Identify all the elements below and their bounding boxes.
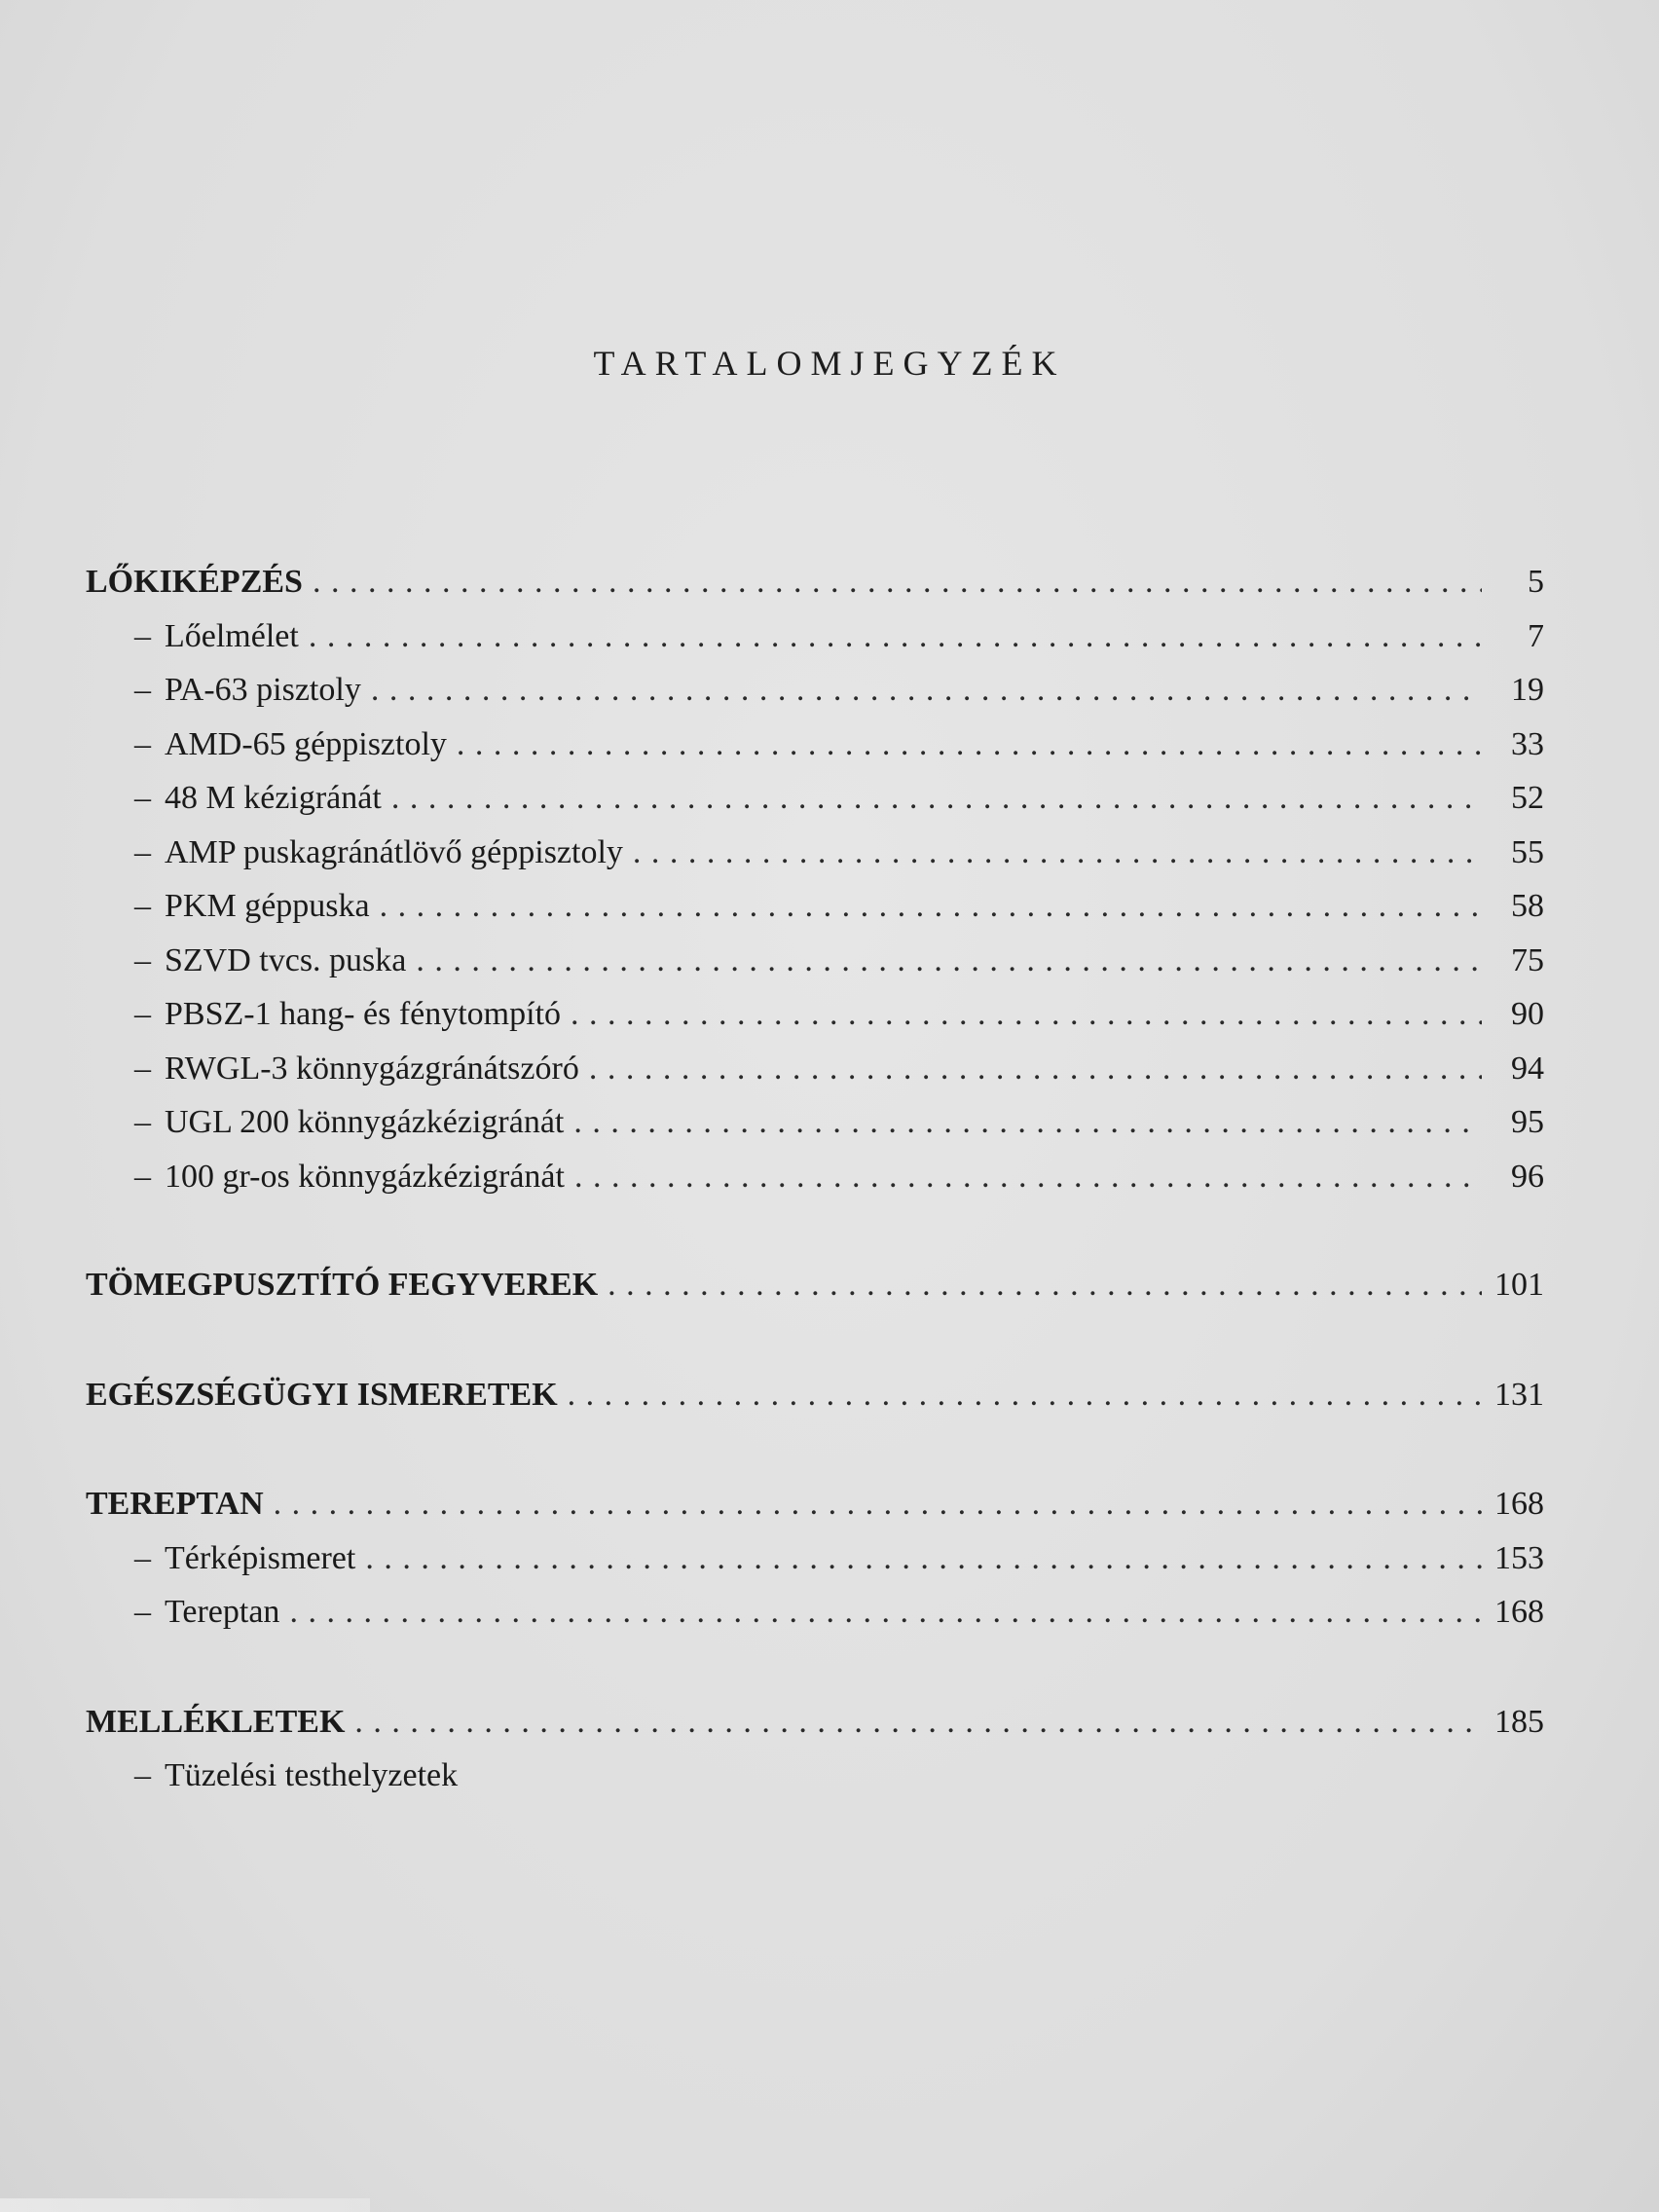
toc-page-number: 96	[1511, 1158, 1544, 1195]
toc-item-label: 48 M kézigránát	[165, 780, 382, 816]
dot-leader	[274, 1477, 1482, 1531]
watermark-strip	[0, 2198, 370, 2212]
toc-section-label: MELLÉKLETEK	[86, 1703, 346, 1740]
dot-leader	[391, 771, 1482, 826]
toc-item-row	[86, 1095, 1544, 1150]
toc-page-number: 19	[1511, 672, 1544, 708]
toc-item-row	[86, 1042, 1544, 1096]
dot-leader	[371, 663, 1482, 718]
toc-section-row	[86, 1368, 1544, 1422]
toc-item-label: Lőelmélet	[165, 617, 299, 654]
dot-leader	[289, 1585, 1482, 1640]
toc-section-row	[86, 1258, 1544, 1312]
toc-item-row	[86, 663, 1544, 718]
toc-section-row	[86, 555, 1544, 609]
toc-page-number: 33	[1511, 725, 1544, 762]
dash: –	[134, 725, 151, 762]
toc-page-number: 185	[1494, 1703, 1544, 1740]
section-spacer	[86, 1421, 1544, 1477]
toc-item-row	[86, 1749, 1544, 1803]
toc-page-number: 90	[1511, 996, 1544, 1032]
toc-item-label: Tüzelési testhelyzetek	[165, 1757, 459, 1793]
toc-item-label: Térképismeret	[165, 1539, 356, 1576]
toc-page-number: 52	[1511, 780, 1544, 816]
toc-page-number: 94	[1511, 1050, 1544, 1087]
toc-section-label: TÖMEGPUSZTÍTÓ FEGYVEREK	[86, 1267, 599, 1303]
toc-section-label: EGÉSZSÉGÜGYI ISMERETEK	[86, 1376, 558, 1413]
dash: –	[134, 888, 151, 924]
toc-item-label: AMD-65 géppisztoly	[165, 725, 447, 762]
section-spacer	[86, 1312, 1544, 1368]
toc-section-row	[86, 1477, 1544, 1531]
toc-section-row	[86, 1695, 1544, 1750]
toc-page-number: 153	[1494, 1539, 1544, 1576]
toc-page-number: 75	[1511, 941, 1544, 978]
toc-item-label: SZVD tvcs. puska	[165, 941, 407, 978]
toc-item-row	[86, 934, 1544, 988]
section-spacer	[86, 1203, 1544, 1258]
dot-leader	[589, 1042, 1482, 1096]
dot-leader	[416, 934, 1482, 988]
toc-item-row	[86, 1531, 1544, 1586]
dash: –	[134, 617, 151, 654]
toc-page-number: 131	[1494, 1376, 1544, 1413]
dash: –	[134, 672, 151, 708]
page-title: TARTALOMJEGYZÉK	[593, 344, 1066, 383]
toc-item-row	[86, 826, 1544, 880]
dash: –	[134, 1050, 151, 1087]
dot-leader	[568, 1368, 1482, 1422]
toc-page-number: 168	[1494, 1594, 1544, 1630]
toc-page-number: 95	[1511, 1104, 1544, 1140]
toc-section-label: LŐKIKÉPZÉS	[86, 564, 303, 600]
dash: –	[134, 780, 151, 816]
dash: –	[134, 941, 151, 978]
toc-page-number: 168	[1494, 1486, 1544, 1522]
dash: –	[134, 996, 151, 1032]
toc-item-row	[86, 609, 1544, 664]
toc-page-number: 7	[1528, 617, 1544, 654]
toc-page-number: 101	[1494, 1267, 1544, 1303]
toc-item-label: RWGL-3 könnygázgránátszóró	[165, 1050, 579, 1087]
toc-section-label: TEREPTAN	[86, 1486, 264, 1522]
toc-item-row	[86, 718, 1544, 772]
dash: –	[134, 1757, 151, 1793]
toc-page-number: 55	[1511, 833, 1544, 870]
toc-item-label: 100 gr-os könnygázkézigránát	[165, 1158, 565, 1195]
section-spacer	[86, 1640, 1544, 1695]
dot-leader	[365, 1531, 1482, 1586]
toc-item-row	[86, 1150, 1544, 1204]
toc-item-row	[86, 1585, 1544, 1640]
dash: –	[134, 833, 151, 870]
dot-leader	[633, 826, 1482, 880]
table-of-contents	[86, 555, 1544, 1803]
dot-leader	[380, 879, 1482, 934]
dot-leader	[457, 718, 1482, 772]
dot-leader	[571, 987, 1482, 1042]
toc-page-number: 58	[1511, 888, 1544, 924]
toc-item-label: UGL 200 könnygázkézigránát	[165, 1104, 565, 1140]
dot-leader	[309, 609, 1482, 664]
toc-item-label: PA-63 pisztoly	[165, 672, 361, 708]
dot-leader	[608, 1258, 1482, 1312]
toc-item-label: AMP puskagránátlövő géppisztoly	[165, 833, 623, 870]
dot-leader	[573, 1095, 1482, 1150]
dot-leader	[354, 1695, 1482, 1750]
toc-item-row	[86, 771, 1544, 826]
dot-leader	[574, 1150, 1482, 1204]
toc-item-label: PBSZ-1 hang- és fénytompító	[165, 996, 562, 1032]
toc-item-row	[86, 987, 1544, 1042]
dash: –	[134, 1158, 151, 1195]
toc-item-label: PKM géppuska	[165, 888, 370, 924]
dash: –	[134, 1104, 151, 1140]
dash: –	[134, 1539, 151, 1576]
toc-item-label: Tereptan	[165, 1594, 280, 1630]
toc-page-number: 5	[1528, 564, 1544, 600]
dot-leader	[313, 555, 1482, 609]
toc-item-row	[86, 879, 1544, 934]
dash: –	[134, 1594, 151, 1630]
